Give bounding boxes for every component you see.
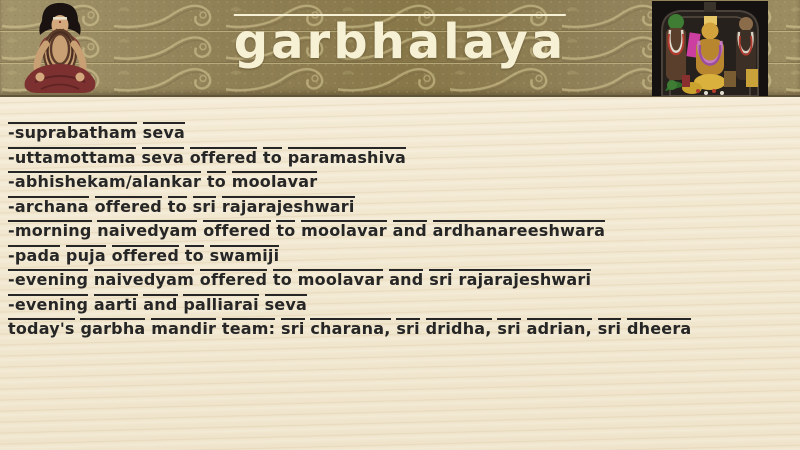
team-line: today's garbha mandir team: sri charana, sri dridha, sri adrian, sri dheera <box>8 319 692 338</box>
seva-list-item: -evening naivedyam offered to moolavar and sri rajarajeshwari <box>8 270 592 289</box>
deities-photo <box>652 1 768 96</box>
seva-list <box>8 121 800 317</box>
seva-list-item: -abhishekam/alankar to moolavar <box>8 172 318 191</box>
page-title: garbhalaya <box>233 14 567 70</box>
seva-list-item: -pada puja offered to swamiji <box>8 245 280 265</box>
seva-list-item: -suprabatham seva <box>8 123 186 142</box>
seva-list-item: -archana offered to sri rajarajeshwari <box>8 196 355 216</box>
seva-list-item: -uttamottama seva offered to paramashiva <box>8 147 406 167</box>
seva-list-item: -evening aarti and palliarai seva <box>8 294 307 314</box>
guru-photo <box>14 2 106 98</box>
header-banner <box>0 0 800 97</box>
slide-content <box>0 95 800 342</box>
seva-list-item: -morning naivedyam offered to moolavar and ardhanareeshwara <box>8 221 606 240</box>
